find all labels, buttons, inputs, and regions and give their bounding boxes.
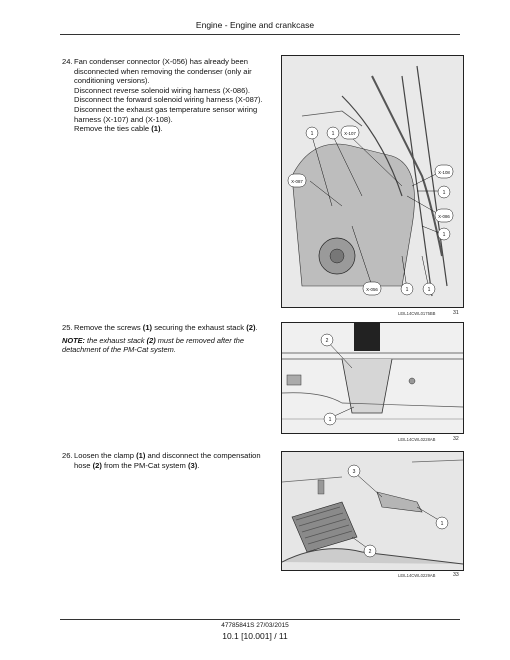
bold-ref: (3) <box>187 460 198 470</box>
callout-label: 1 <box>405 287 409 293</box>
figure-31-illustration <box>282 56 463 307</box>
note-label: NOTE: <box>62 336 85 345</box>
figure-33-number: 33 <box>453 572 459 578</box>
step-number: 26. <box>62 451 73 460</box>
step-26 <box>62 451 267 470</box>
bold-ref: (2) <box>92 460 102 470</box>
step-line: Disconnect the forward solenoid wiring harness (X-087). <box>74 95 263 105</box>
text: Remove the ties cable <box>74 124 152 134</box>
callout-label: 1 <box>427 287 431 293</box>
step-line <box>74 323 267 333</box>
step-line: Fan condenser connector (X-056) has already been disconnected when removing the condenser (only air conditioning versions). <box>74 57 252 86</box>
callout-label: 1 <box>331 131 335 137</box>
figure-31-number: 31 <box>453 310 459 316</box>
figure-33 <box>281 451 464 571</box>
text: securing the exhaust stack <box>152 323 247 332</box>
callout-label: 1 <box>442 190 446 196</box>
figure-31 <box>281 55 464 308</box>
text: from the PM-Cat system <box>101 460 188 470</box>
text: . <box>160 124 163 134</box>
footer-rule <box>60 619 460 620</box>
callout-label: 2 <box>368 549 372 555</box>
step-number: 24. <box>62 57 73 66</box>
text: Remove the screws <box>74 323 143 332</box>
step-line: Disconnect reverse solenoid wiring harness (X-086). <box>74 85 251 95</box>
text: the exhaust stack <box>85 336 147 345</box>
figure-33-ref: LEIL14CWL0229AB <box>398 573 436 578</box>
step-25 <box>62 323 267 333</box>
step-line <box>74 124 267 134</box>
callout-label: X-087 <box>291 179 303 184</box>
callout-label: 1 <box>310 131 314 137</box>
text: must be removed after the detachment of the PM-Cat system. <box>62 336 244 355</box>
figure-32 <box>281 322 464 434</box>
bold-ref: (1) <box>136 451 146 460</box>
bold-ref: (1) <box>151 124 161 134</box>
callout-label: X-107 <box>344 131 356 136</box>
page-header: Engine - Engine and crankcase <box>195 20 315 30</box>
text: and disconnect the compensation hose <box>74 451 261 470</box>
figure-32-illustration <box>282 323 463 433</box>
step-24 <box>62 57 267 134</box>
step-line <box>74 451 267 470</box>
text: . <box>255 323 258 332</box>
callout-label: 2 <box>325 338 329 344</box>
step-number: 25. <box>62 323 73 332</box>
callout-label: 1 <box>442 232 446 238</box>
figure-32-number: 32 <box>453 436 459 442</box>
header-rule <box>60 34 460 35</box>
footer-doc: 47785841S 27/03/2015 <box>221 622 289 629</box>
figure-31-ref: LEIL14CWL0175BB <box>398 311 436 316</box>
callout-label: 1 <box>440 521 444 527</box>
callout-label: X-056 <box>366 287 378 292</box>
callout-label: X-108 <box>438 170 450 175</box>
footer-page: 10.1 [10.001] / 11 <box>222 631 288 641</box>
callout-label: 3 <box>352 469 356 475</box>
step-line: Disconnect the exhaust gas temperature sensor wiring harness (X-107) and (X-108). <box>74 104 258 124</box>
figure-32-ref: LEIL14CWL0228AB <box>398 437 436 442</box>
note <box>62 336 267 355</box>
bold-ref: (1) <box>142 323 153 332</box>
callout-label: X-086 <box>438 214 450 219</box>
callout-label: 1 <box>328 417 332 423</box>
text: Loosen the clamp <box>74 451 137 460</box>
text: . <box>197 460 200 470</box>
bold-ref: (2) <box>146 336 156 345</box>
figure-33-illustration <box>282 452 463 570</box>
bold-ref: (2) <box>246 323 256 332</box>
